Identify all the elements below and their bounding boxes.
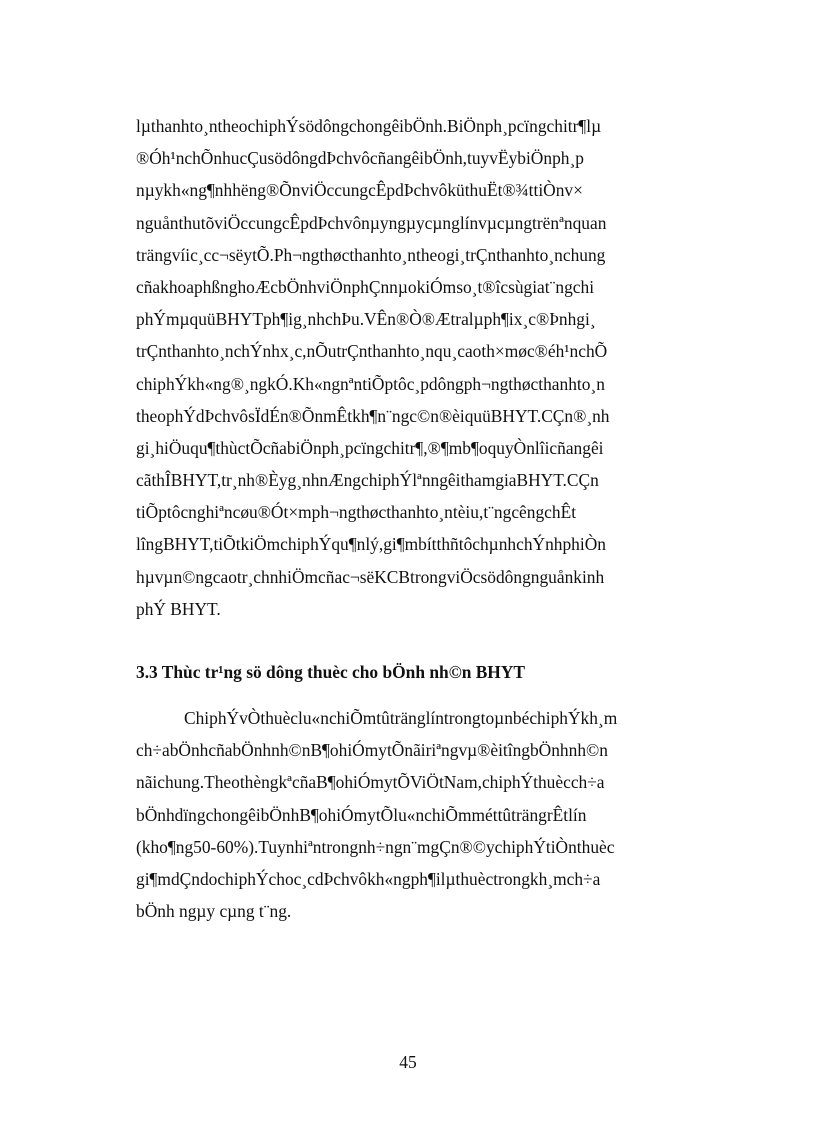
paragraph-line: chiphÝkh«ng®¸ngkÓ.Kh«ngnªntiÕptôc¸pdôngph¬ngthøcthanhto¸n xyxy=(136,373,605,394)
section-paragraph xyxy=(136,702,770,927)
paragraph-line: ChiphÝvÒthuèclu«nchiÕmtûtränglíntrongtoµnbéchiphÝkh¸m xyxy=(184,708,618,728)
paragraph-line: theophÝdÞchvôsÏdÉn®ÕnmÊtkh¶n¨ngc©n®èiquüBHYT.CÇn®¸nh xyxy=(136,405,610,426)
paragraph-line: ®Óh¹nchÕnhucÇusödôngdÞchvôcñangêibÖnh,tuyvËybiÖnph¸p xyxy=(136,148,584,169)
paragraph-line: nµykh«ng¶nhhëng®ÕnviÖccungcÊpdÞchvôküthuËt®¾ttiÒnv× xyxy=(136,180,583,201)
body-paragraph xyxy=(136,110,770,625)
paragraph-line: cñakhoaphßnghoÆcbÖnhviÖnphÇnnµokiÓmso¸t®îcsùgiat¨ngchi xyxy=(136,276,595,297)
paragraph-line: lîngBHYT,tiÕtkiÖmchiphÝqu¶nlý,gi¶mbítthñtôchµnhchÝnhphiÒn xyxy=(136,534,606,555)
paragraph-line: phÝ BHYT. xyxy=(136,598,221,619)
paragraph-line: lµthanhto¸ntheochiphÝsödôngchongêibÖnh.BiÖnph¸pcïngchitr¶lµ xyxy=(136,116,602,136)
paragraph-line: bÖnh ngµy cµng t¨ng. xyxy=(136,901,292,922)
paragraph-line: cãthÎBHYT,tr¸nh®Èyg¸nhnÆngchiphÝlªnngêithamgiaBHYT.CÇn xyxy=(136,470,599,491)
paragraph-line: trängvíic¸cc¬sëytÕ.Ph¬ngthøcthanhto¸ntheogi¸trÇnthanhto¸nchung xyxy=(136,244,606,265)
paragraph-line: gi¶mdÇndochiphÝchoc¸cdÞchvôkh«ngph¶ilµthuèctrongkh¸mch÷a xyxy=(136,868,601,889)
paragraph-line: phÝmµquüBHYTph¶ig¸nhchÞu.VÊn®Ò®Ætralµph¶ix¸c®Þnhgi¸ xyxy=(136,309,596,330)
paragraph-line: bÖnhdïngchongêibÖnhB¶ohiÓmytÕlu«nchiÕmméttûträngrÊtlín xyxy=(136,804,587,825)
paragraph-line: nguånthutõviÖccungcÊpdÞchvônµyngµycµnglínvµcµngtrënªnquan xyxy=(136,212,607,233)
paragraph-line: gi¸hiÖuqu¶thùctÕcñabiÖnph¸pcïngchitr¶,®¶mb¶oquyÒnlîicñangêi xyxy=(136,437,604,458)
paragraph-line: ch÷abÖnhcñabÖnhnh©nB¶ohiÓmytÕnãiriªngvµ®èitîngbÖnhnh©n xyxy=(136,740,608,761)
paragraph-line: hµvµn©ngcaotr¸chnhiÖmcñac¬sëKCBtrongviÖcsödôngnguånkinh xyxy=(136,566,605,587)
paragraph-line: tiÕptôcnghiªncøu®Ót×mph¬ngthøcthanhto¸ntèiu,t¨ngcêngchÊt xyxy=(136,502,577,523)
section-heading: 3.3 Thùc tr¹ng sö dông thuèc cho bÖnh nh©n BHYT xyxy=(136,662,525,682)
paragraph-line: trÇnthanhto¸nchÝnhx¸c,nÕutrÇnthanhto¸nqu¸caoth×møc®éh¹nchÕ xyxy=(136,341,608,362)
page-number: 45 xyxy=(399,1052,417,1072)
paragraph-line: (kho¶ng50-60%).Tuynhiªntrongnh÷ngn¨mgÇn®©ychiphÝtiÒnthuèc xyxy=(136,836,615,857)
paragraph-line: nãichung.TheothèngkªcñaB¶ohiÓmytÕViÖtNam,chiphÝthuècch÷a xyxy=(136,772,605,793)
